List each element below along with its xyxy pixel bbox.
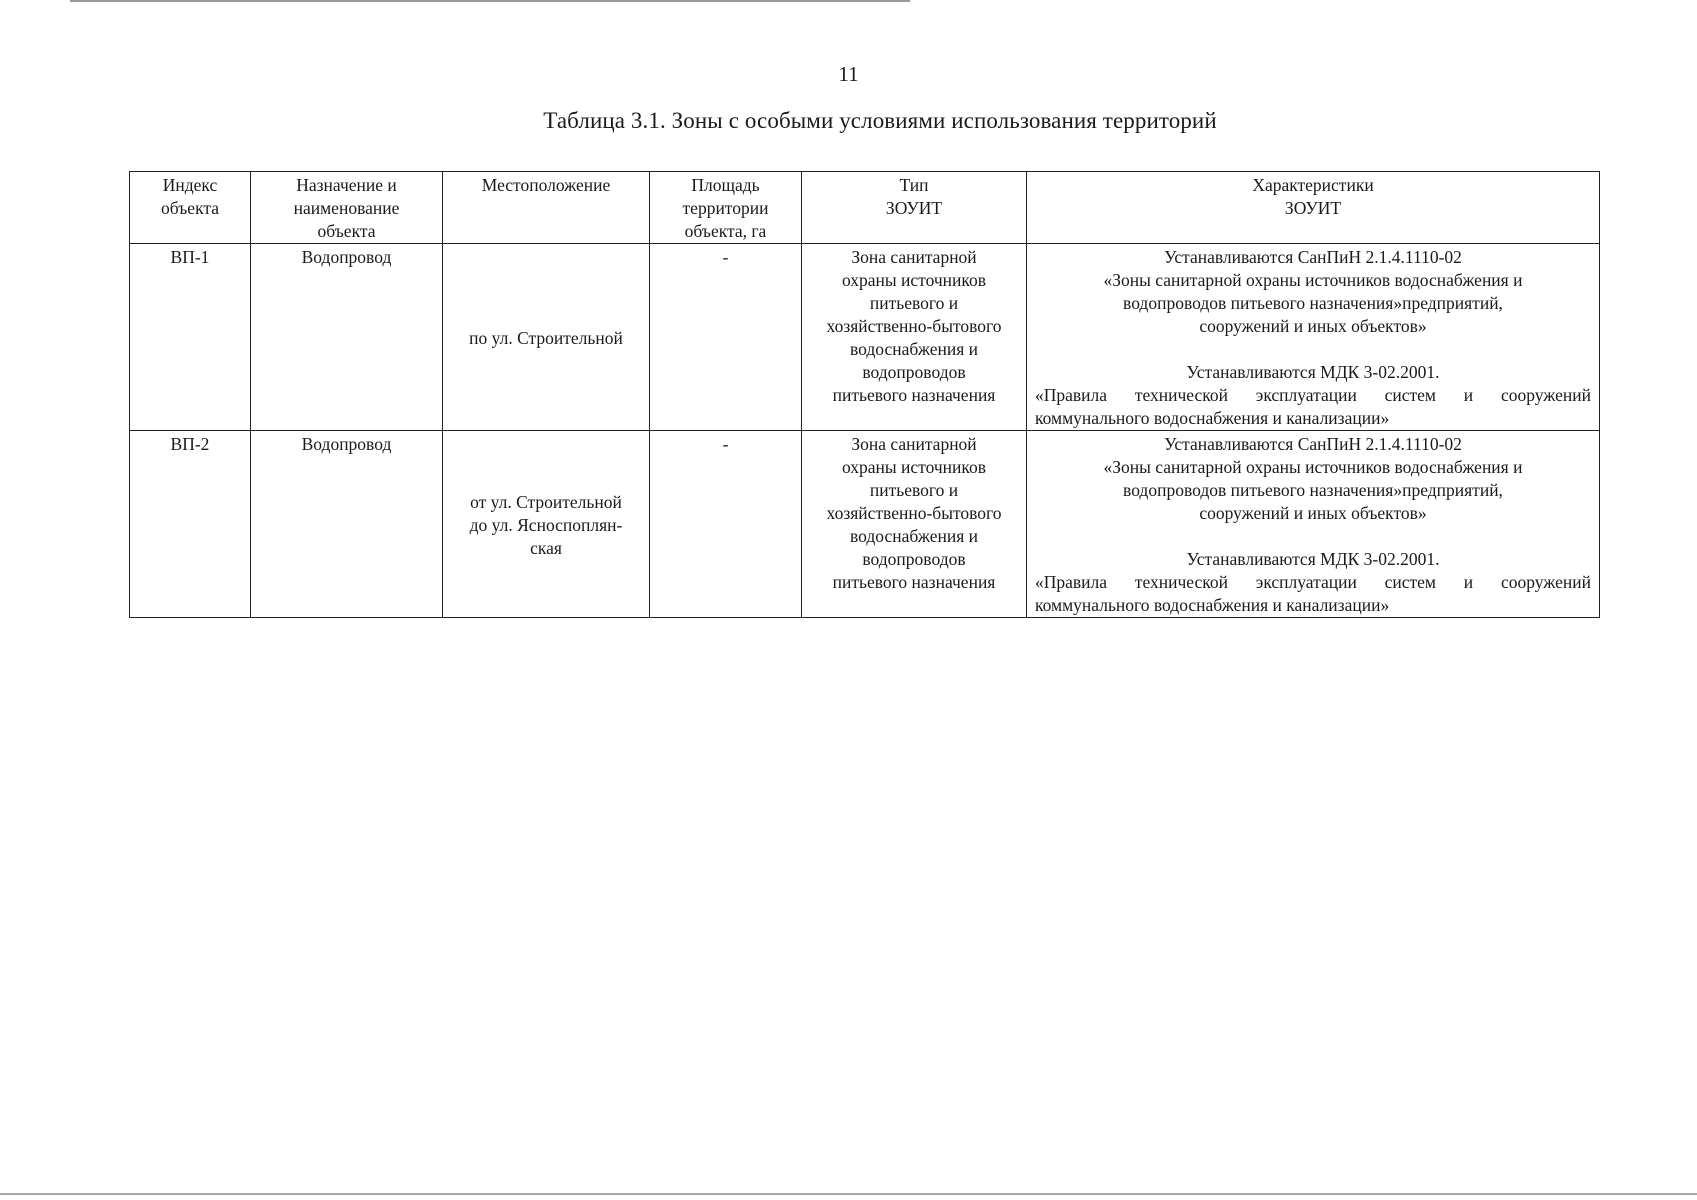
cell-index: ВП-1: [130, 244, 251, 431]
cell-index: ВП-2: [130, 431, 251, 618]
cell-type: Зона санитарной охраны источников питьевого и хозяйственно-бытового водоснабжения и водопроводов питьевого назначения: [802, 431, 1027, 618]
characteristics-sanpin: Устанавливаются СанПиН 2.1.4.1110-02 «Зоны санитарной охраны источников водоснабжения и водопроводов питьевого назначения»предприятий, сооружений и иных объектов»: [1103, 434, 1523, 523]
cell-area: -: [650, 431, 802, 618]
header-characteristics: Характеристики ЗОУИТ: [1027, 172, 1600, 244]
characteristics-mdk-body: «Правила технической эксплуатации систем и сооружений коммунального водоснабжения и канализации»: [1035, 385, 1591, 428]
cell-area: -: [650, 244, 802, 431]
table-row: [130, 431, 1600, 618]
zones-table: [129, 171, 1600, 618]
header-index: Индекс объекта: [130, 172, 251, 244]
characteristics-mdk-body: «Правила технической эксплуатации систем и сооружений коммунального водоснабжения и канализации»: [1035, 572, 1591, 615]
cell-location: от ул. Строительной до ул. Ясноспоплян- ская: [443, 431, 650, 618]
paragraph-gap: [1035, 338, 1591, 361]
paragraph-gap: [1035, 525, 1591, 548]
scan-edge-top: [70, 0, 910, 2]
cell-characteristics: [1027, 244, 1600, 431]
page-number: 11: [838, 62, 859, 86]
characteristics-mdk-title: Устанавливаются МДК 3-02.2001.: [1186, 362, 1440, 382]
characteristics-mdk-title: Устанавливаются МДК 3-02.2001.: [1186, 549, 1440, 569]
header-purpose: Назначение и наименование объекта: [251, 172, 443, 244]
cell-location: по ул. Строительной: [443, 244, 650, 431]
table-row: [130, 244, 1600, 431]
characteristics-sanpin: Устанавливаются СанПиН 2.1.4.1110-02 «Зоны санитарной охраны источников водоснабжения и водопроводов питьевого назначения»предприятий, сооружений и иных объектов»: [1103, 247, 1523, 336]
cell-purpose: Водопровод: [251, 244, 443, 431]
header-type: Тип ЗОУИТ: [802, 172, 1027, 244]
cell-purpose: Водопровод: [251, 431, 443, 618]
cell-characteristics: [1027, 431, 1600, 618]
table-caption: Таблица 3.1. Зоны с особыми условиями использования территорий: [543, 108, 1217, 133]
header-location: Местоположение: [443, 172, 650, 244]
table-header-row: [130, 172, 1600, 244]
header-area: Площадь территории объекта, га: [650, 172, 802, 244]
scan-edge-bottom: [0, 1193, 1697, 1195]
cell-type: Зона санитарной охраны источников питьевого и хозяйственно-бытового водоснабжения и водопроводов питьевого назначения: [802, 244, 1027, 431]
